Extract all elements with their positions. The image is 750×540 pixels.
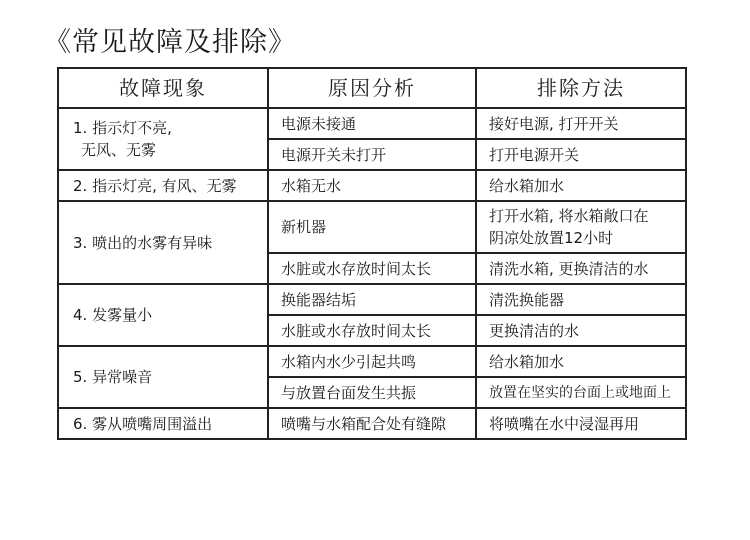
solution-cell: 清洗换能器 — [476, 284, 686, 315]
solution-cell: 清洗水箱, 更换清洁的水 — [476, 253, 686, 284]
cause-cell: 水脏或水存放时间太长 — [268, 253, 476, 284]
table-row — [58, 346, 686, 377]
symptom-text: 1. 指示灯不亮, — [73, 119, 172, 137]
table-row — [58, 170, 686, 201]
cause-cell: 与放置台面发生共振 — [268, 377, 476, 408]
troubleshooting-table — [57, 67, 687, 440]
symptom-text: 无风、无雾 — [81, 141, 157, 159]
symptom-cell — [58, 108, 268, 170]
header-symptom: 故障现象 — [58, 68, 268, 108]
cause-cell: 水箱无水 — [268, 170, 476, 201]
page-title: 《常见故障及排除》 — [44, 27, 296, 58]
solution-text: 阴凉处放置12小时 — [489, 229, 614, 247]
table-row — [58, 284, 686, 315]
table-row — [58, 108, 686, 139]
symptom-cell: 2. 指示灯亮, 有风、无雾 — [58, 170, 268, 201]
solution-cell — [476, 201, 686, 253]
cause-cell: 水脏或水存放时间太长 — [268, 315, 476, 346]
solution-cell: 给水箱加水 — [476, 346, 686, 377]
header-solution: 排除方法 — [476, 68, 686, 108]
symptom-cell: 5. 异常噪音 — [58, 346, 268, 408]
cause-cell: 换能器结垢 — [268, 284, 476, 315]
cause-cell: 新机器 — [268, 201, 476, 253]
cause-cell: 水箱内水少引起共鸣 — [268, 346, 476, 377]
header-cause: 原因分析 — [268, 68, 476, 108]
cause-cell: 电源开关未打开 — [268, 139, 476, 170]
solution-cell: 放置在坚实的台面上或地面上 — [476, 377, 686, 408]
solution-cell: 给水箱加水 — [476, 170, 686, 201]
table-header-row — [58, 68, 686, 108]
solution-cell: 接好电源, 打开开关 — [476, 108, 686, 139]
symptom-cell: 4. 发雾量小 — [58, 284, 268, 346]
symptom-cell: 6. 雾从喷嘴周围溢出 — [58, 408, 268, 439]
table-row — [58, 201, 686, 253]
solution-cell: 打开电源开关 — [476, 139, 686, 170]
cause-cell: 电源未接通 — [268, 108, 476, 139]
symptom-cell: 3. 喷出的水雾有异味 — [58, 201, 268, 284]
cause-cell: 喷嘴与水箱配合处有缝隙 — [268, 408, 476, 439]
solution-text: 打开水箱, 将水箱敞口在 — [489, 207, 649, 225]
table-row — [58, 408, 686, 439]
solution-cell: 更换清洁的水 — [476, 315, 686, 346]
solution-cell: 将喷嘴在水中浸湿再用 — [476, 408, 686, 439]
